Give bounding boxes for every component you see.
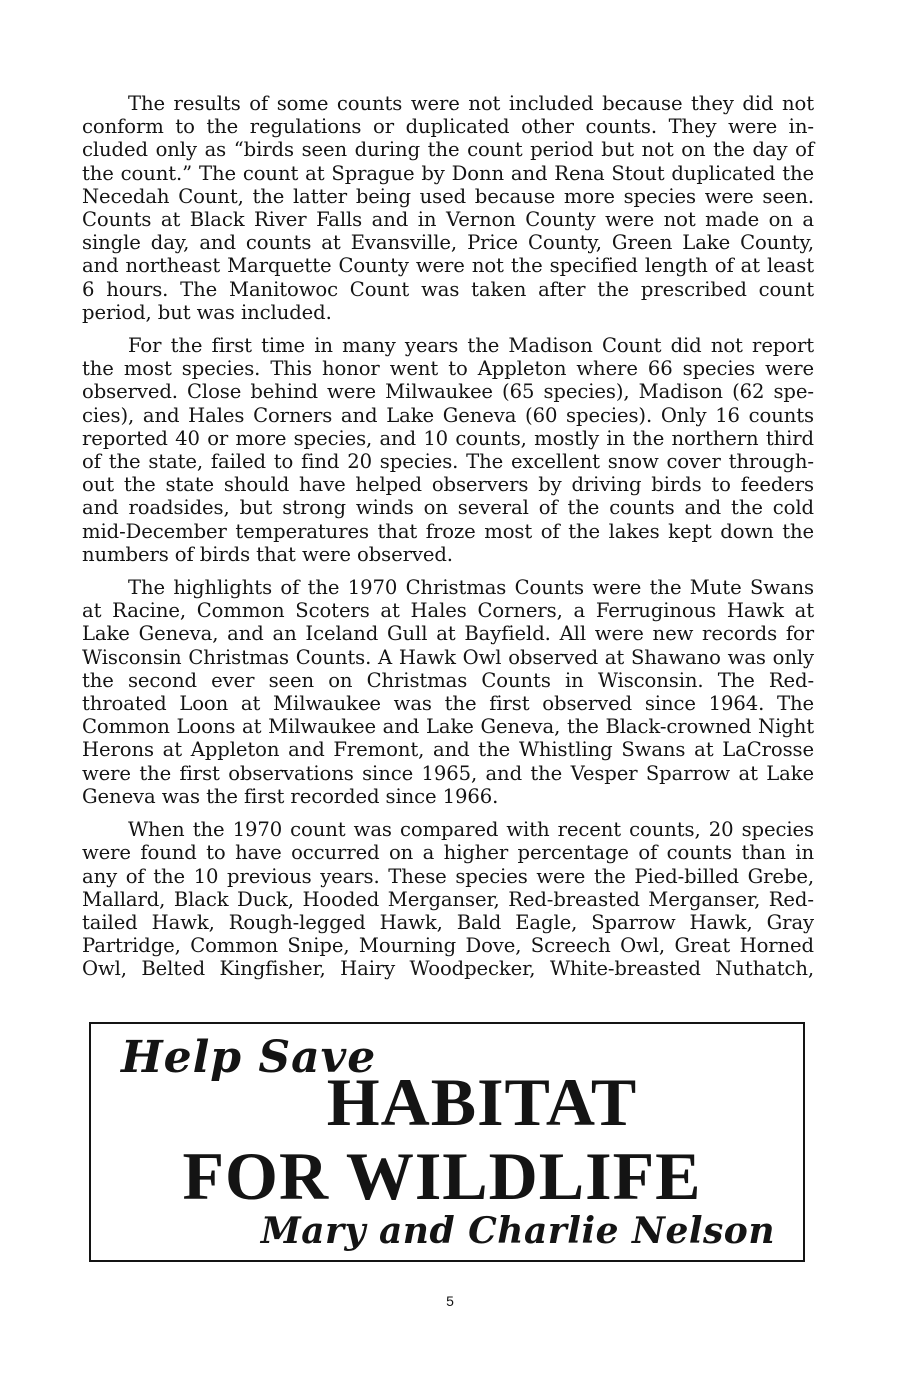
paragraph-3: The highlights of the 1970 Christmas Counts were the Mute Swans at Racine, Common Scoters at Hales Corners, a Ferruginous Hawk at Lake Geneva, and an Iceland Gull at Bayfield. All were new records for Wisconsin Christmas Counts. A Hawk Owl observed at Shawano was only the second ever seen on Christmas Counts in Wisconsin. The Red-throated Loon at Milwaukee was the first observed since 1964. The Common Loons at Milwaukee and Lake Geneva, the Black-crowned Night Herons at Appleton and Fremont, and the Whistling Swans at LaCrosse were the first observations since 1965, and the Vesper Sparrow at Lake Geneva was the first recorded since 1966. xyxy=(82,576,814,808)
ad-sponsor: Mary and Charlie Nelson xyxy=(260,1210,775,1252)
ad-headline-line2: FOR WILDLIFE xyxy=(182,1138,702,1214)
page-number: 5 xyxy=(446,1293,454,1309)
article-body xyxy=(82,92,814,991)
habitat-advertisement xyxy=(89,1022,805,1262)
paragraph-2: For the first time in many years the Madison Count did not report the most species. This honor went to Appleton where 66 species were observed. Close behind were Milwaukee (65 species), Madison (62 species), and Hales Corners and Lake Geneva (60 species). Only 16 counts reported 40 or more species, and 10 counts, mostly in the northern third of the state, failed to find 20 species. The excellent snow cover throughout the state should have helped observers by driving birds to feeders and roadsides, but strong winds on several of the counts and the cold mid-December temperatures that froze most of the lakes kept down the numbers of birds that were observed. xyxy=(82,334,814,566)
paragraph-4: When the 1970 count was compared with recent counts, 20 species were found to have occurred on a higher percentage of counts than in any of the 10 previous years. These species were the Pied-billed Grebe, Mallard, Black Duck, Hooded Merganser, Red-breasted Merganser, Redtailed Hawk, Rough-legged Hawk, Bald Eagle, Sparrow Hawk, Gray Partridge, Common Snipe, Mourning Dove, Screech Owl, Great Horned Owl, Belted Kingfisher, Hairy Woodpecker, White-breasted Nuthatch, xyxy=(82,818,814,981)
ad-script-line: Help Save xyxy=(121,1032,377,1083)
paragraph-1: The results of some counts were not included because they did not conform to the regulations or duplicated other counts. They were included only as “birds seen during the count period but not on the day of the count.” The count at Sprague by Donn and Rena Stout duplicated the Necedah Count, the latter being used because more species were seen. Counts at Black River Falls and in Vernon County were not made on a single day, and counts at Evansville, Price County, Green Lake County, and northeast Marquette County were not the specified length of at least 6 hours. The Manitowoc Count was taken after the prescribed count period, but was included. xyxy=(82,92,814,324)
ad-headline-line1: HABITAT xyxy=(326,1064,638,1140)
